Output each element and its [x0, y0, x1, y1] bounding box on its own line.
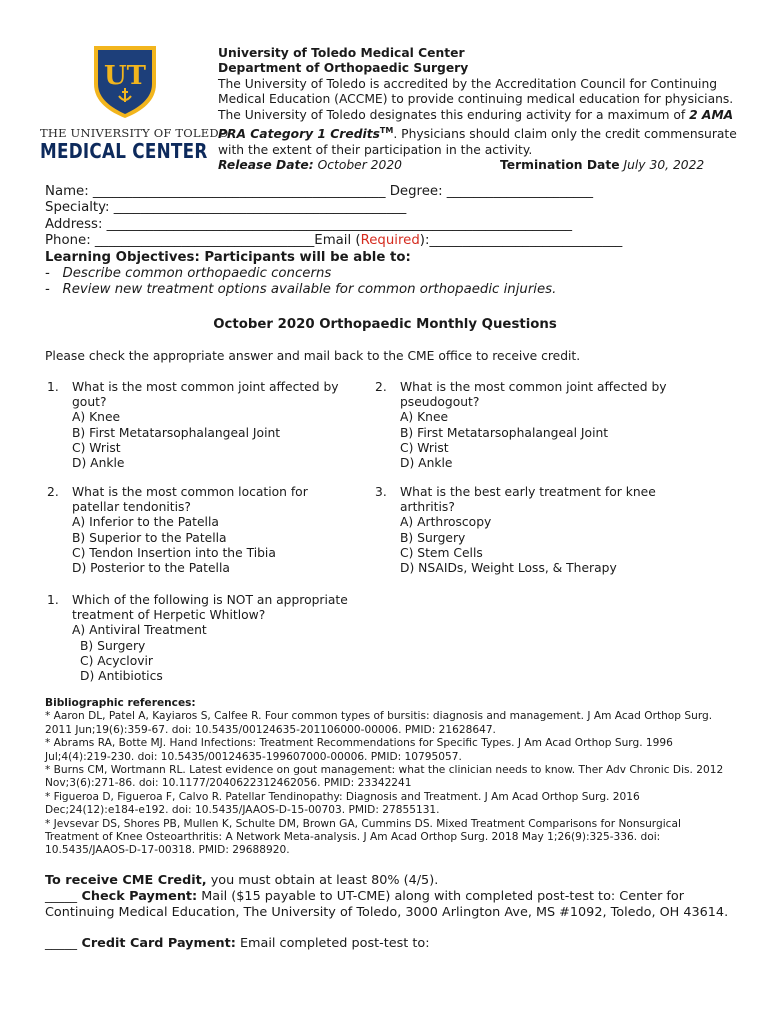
- question-number: 3.: [375, 485, 387, 499]
- quiz-title: October 2020 Orthopaedic Monthly Questions: [213, 317, 557, 332]
- question-text: What is the best early treatment for knee arthritis?: [400, 485, 656, 515]
- question-3: [47, 485, 357, 576]
- objective-text-1: Describe common orthopaedic concerns: [62, 266, 332, 282]
- release-label: Release Date:: [218, 157, 314, 172]
- bibliography: [45, 697, 730, 858]
- address-field[interactable]: Address: ______________________________________________________________________: [45, 216, 573, 232]
- answer-option[interactable]: C) Wrist: [72, 440, 121, 455]
- quiz-instructions: Please check the appropriate answer and mail back to the CME office to receive credit.: [45, 349, 581, 363]
- question-5: [47, 593, 367, 684]
- question-number: 2.: [375, 380, 387, 394]
- phone-email-part-1: Phone: _________________________________Email (: [45, 233, 361, 249]
- cme-requirement-bold: To receive CME Credit,: [45, 873, 207, 888]
- reference-item: * Burns CM, Wortmann RL. Latest evidence on gout management: what the clinician needs to know. Ther Adv Chronic Dis. 2012 Nov;3(6):271-86. doi: 10.1177/2040622312462056. PMID: 23342241: [45, 764, 724, 790]
- answer-option[interactable]: C) Acyclovir: [80, 653, 153, 668]
- reference-item: * Abrams RA, Botte MJ. Hand Infections: Treatment Recommendations for Specific Types. J Am Acad Orthop Surg. 1996 Jul;4(4):219-230. doi: 10.5435/00124635-199607000-00006. PMID: 10795057.: [45, 737, 673, 763]
- reference-item: * Aaron DL, Patel A, Kayiaros S, Calfee R. Four common types of bursitis: diagnosis and management. J Am Acad Orthop Surg. 2011 Jun;19(6):359-67. doi: 10.5435/00124635-201106000-00006. PMID: 21628647.: [45, 710, 713, 736]
- question-text: Which of the following is NOT an appropriate treatment of Herpetic Whitlow?: [72, 593, 348, 623]
- shield-icon: [92, 44, 158, 120]
- objective-item: - Review new treatment options available for common orthopaedic injuries.: [45, 282, 557, 298]
- card-payment-text: Email completed post-test to:: [235, 936, 430, 951]
- reference-item: * Jevsevar DS, Shores PB, Mullen K, Schulte DM, Brown GA, Cummins DS. Mixed Treatment Comparisons for Nonsurgical Treatment of Knee Osteoarthritis: A Network Meta-analysis. J Am Acad Orthop Surg. 2018 May 1;26(9):325-336. doi: 10.5435/JAAOS-D-17-00318. PMID: 29688920.: [45, 817, 681, 857]
- answer-option[interactable]: A) Inferior to the Patella: [72, 515, 219, 530]
- answer-option[interactable]: A) Knee: [72, 410, 121, 425]
- objective-item: - Describe common orthopaedic concerns: [45, 266, 332, 282]
- question-text: What is the most common location for patellar tendonitis?: [72, 485, 308, 515]
- question-number: 1.: [47, 593, 59, 607]
- logo-university-name: THE UNIVERSITY OF TOLEDO: [40, 126, 229, 140]
- cme-credit-section: [45, 873, 735, 952]
- name-degree-field[interactable]: Name: ____________________________________________ Degree: ______________________: [45, 184, 594, 199]
- org-name: University of Toledo Medical Center: [218, 46, 465, 60]
- specialty-field[interactable]: Specialty: ____________________________________________: [45, 200, 407, 216]
- answer-option[interactable]: A) Antiviral Treatment: [72, 623, 207, 638]
- registration-form: [45, 184, 745, 299]
- question-text: What is the most common joint affected by pseudogout?: [400, 380, 667, 410]
- answer-option[interactable]: B) Surgery: [400, 530, 466, 545]
- question-2: [375, 380, 685, 471]
- logo-medical-center: MEDICAL CENTER: [40, 139, 208, 163]
- answer-option[interactable]: B) First Metatarsophalangeal Joint: [400, 425, 609, 440]
- phone-email-field[interactable]: [45, 233, 745, 249]
- university-logo: [40, 44, 229, 163]
- card-blank[interactable]: _____: [45, 936, 77, 951]
- cme-requirement-text: you must obtain at least 80% (4/5).: [206, 873, 439, 888]
- answer-option[interactable]: D) Posterior to the Patella: [72, 561, 230, 576]
- answer-option[interactable]: D) Antibiotics: [80, 669, 163, 684]
- check-payment-text: Mail ($15 payable to UT-CME) along with completed post-test to: Center for Continuing Medical Education, The University of Toledo, 3000 Arlington Ave, MS #1092, Toledo, OH 43614.: [45, 889, 729, 920]
- required-label: Required: [360, 233, 420, 249]
- answer-option[interactable]: D) Ankle: [72, 456, 125, 471]
- answer-option[interactable]: B) Surgery: [80, 638, 146, 653]
- trademark: TM: [379, 126, 394, 136]
- question-number: 2.: [47, 485, 59, 499]
- header-block: [218, 46, 738, 173]
- shield-text: UT: [103, 61, 147, 91]
- answer-option[interactable]: B) Superior to the Patella: [72, 530, 227, 545]
- dates-row: [218, 158, 738, 173]
- termination-value: July 30, 2022: [623, 157, 705, 172]
- accreditation-part-2: . Physicians should claim only the credit commensurate with the extent of their participation in the activity.: [218, 127, 737, 157]
- objectives-title: Learning Objectives: Participants will be able to:: [45, 249, 411, 265]
- bibliography-title: Bibliographic references:: [45, 697, 196, 709]
- card-payment-label: Credit Card Payment:: [77, 936, 236, 951]
- accreditation-part-1: The University of Toledo is accredited by the Accreditation Council for Continuing Medical Education (ACCME) to provide continuing medical education for physicians. The University of Toledo designates this enduring activity for a maximum of: [218, 76, 734, 122]
- objective-text-2: Review new treatment options available for common orthopaedic injuries.: [62, 282, 557, 298]
- answer-option[interactable]: C) Stem Cells: [400, 545, 483, 560]
- phone-email-part-2: ):_____________________________: [419, 233, 623, 249]
- question-text: What is the most common joint affected by gout?: [72, 380, 339, 410]
- answer-option[interactable]: D) NSAIDs, Weight Loss, & Therapy: [400, 561, 617, 576]
- answer-option[interactable]: C) Wrist: [400, 440, 449, 455]
- check-payment-option[interactable]: [45, 889, 735, 921]
- check-blank[interactable]: _____: [45, 889, 77, 904]
- department-name: Department of Orthopaedic Surgery: [218, 61, 469, 76]
- credits-text: 2 AMA PRA Category 1 Credits: [218, 107, 734, 142]
- question-4: [375, 485, 685, 576]
- release-value: October 2020: [317, 157, 402, 172]
- answer-option[interactable]: C) Tendon Insertion into the Tibia: [72, 545, 276, 560]
- reference-item: * Figueroa D, Figueroa F, Calvo R. Patellar Tendinopathy: Diagnosis and Treatment. J Am Acad Orthop Surg. 2016 Dec;24(12):e184-e192. doi: 10.5435/JAAOS-D-15-00703. PMID: 27855131.: [45, 790, 640, 817]
- check-payment-label: Check Payment:: [77, 889, 198, 904]
- termination-label: Termination Date: [500, 157, 620, 172]
- card-payment-option[interactable]: [45, 936, 735, 952]
- accreditation-text: [218, 77, 738, 158]
- answer-option[interactable]: A) Arthroscopy: [400, 515, 492, 530]
- cme-requirement: [45, 873, 735, 889]
- answer-option[interactable]: B) First Metatarsophalangeal Joint: [72, 425, 281, 440]
- question-1: [47, 380, 357, 471]
- answer-option[interactable]: A) Knee: [400, 410, 449, 425]
- answer-option[interactable]: D) Ankle: [400, 456, 453, 471]
- question-number: 1.: [47, 380, 59, 394]
